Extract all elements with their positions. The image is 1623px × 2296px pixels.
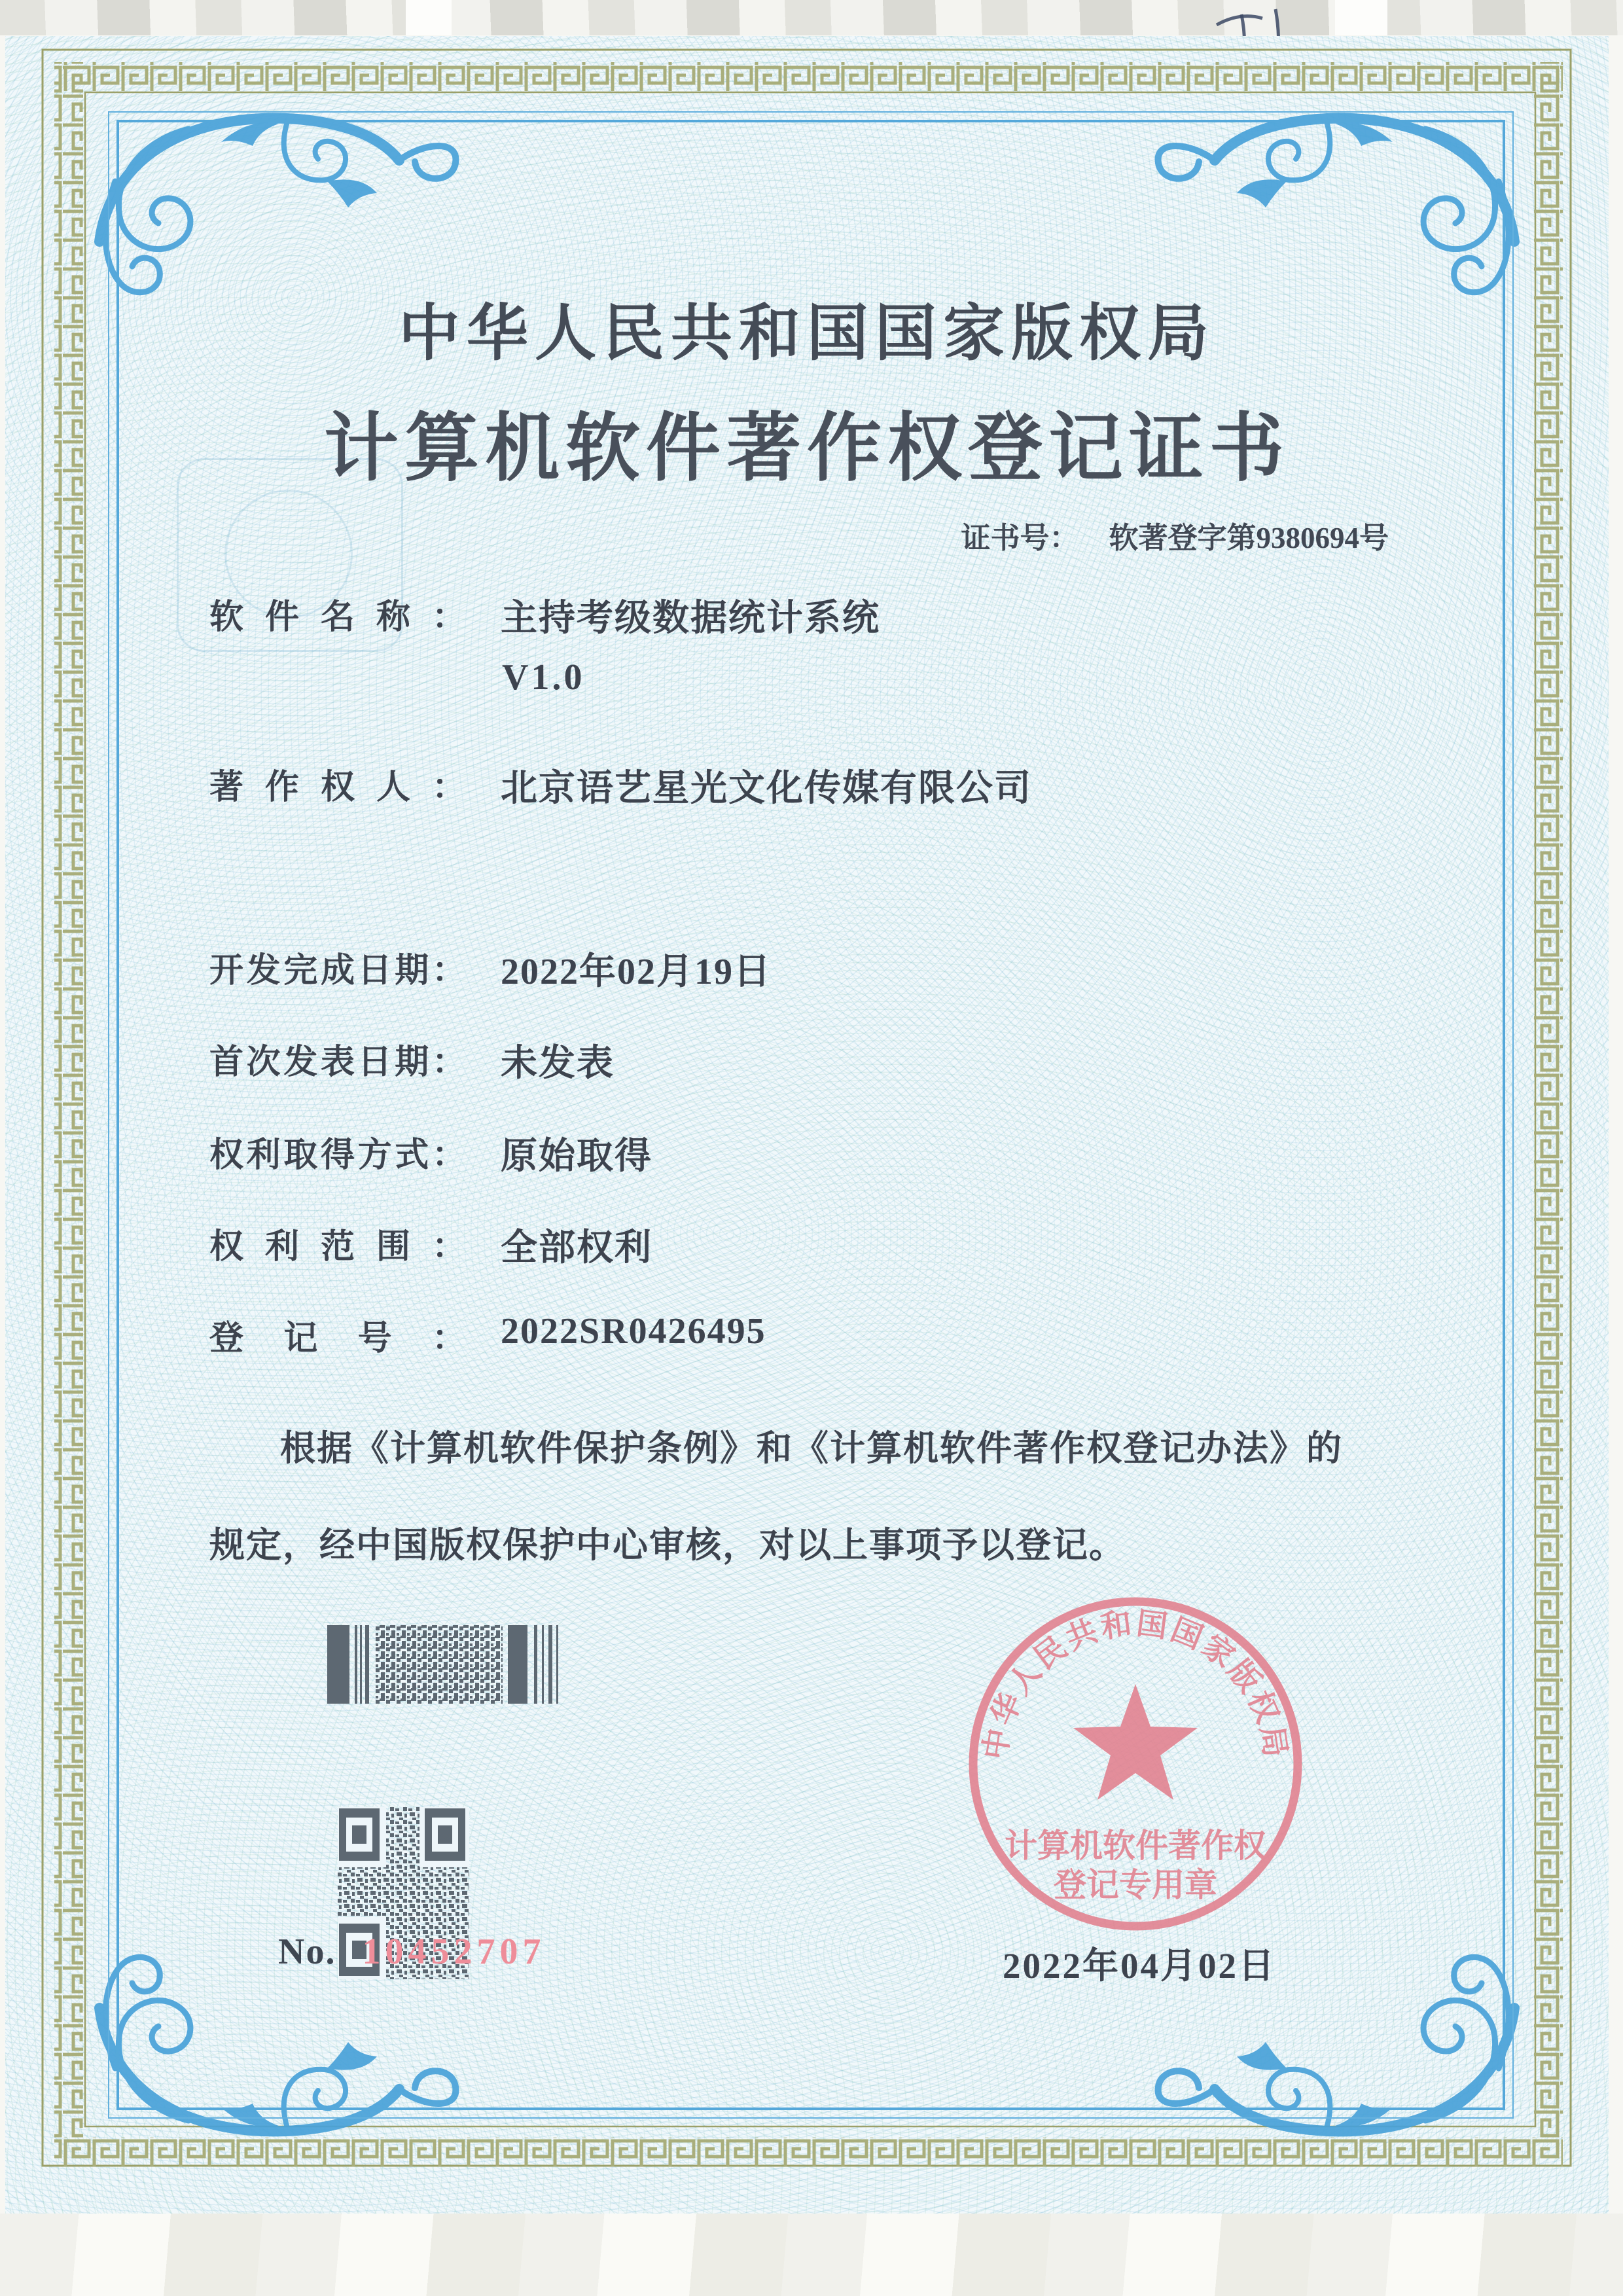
certificate-title: 计算机软件著作权登记证书	[323, 407, 1290, 490]
field-software-name	[209, 589, 880, 641]
field-registration-number	[209, 1310, 766, 1359]
seal-line-2: 登记专用章	[1054, 1867, 1217, 1903]
authority-title: 中华人民共和国国家版权局	[398, 300, 1215, 368]
field-label: 开 发 完 成 日 期 ：	[209, 952, 466, 990]
field-dev-complete-date	[209, 942, 772, 995]
official-seal	[965, 1594, 1308, 1937]
field-label: 权 利 取 得 方 式 ：	[209, 1137, 466, 1174]
qr-finder-top-right	[419, 1807, 469, 1867]
field-value: 2022SR0426495	[501, 1311, 766, 1352]
meander-right	[1534, 62, 1563, 2138]
field-copyright-owner	[209, 759, 1032, 812]
certificate-number-row	[961, 514, 1389, 556]
field-value: 2022年02月19日	[501, 952, 772, 992]
meander-bottom	[54, 2138, 1563, 2166]
seal-line-1: 计算机软件著作权	[1005, 1827, 1266, 1864]
issue-date: 2022年04月02日	[1002, 1946, 1276, 1986]
certificate-number-value: 软著登字第9380694号	[1109, 522, 1389, 554]
certificate-sheet	[5, 36, 1609, 2214]
statement-line-2: 规定，经中国版权保护中心审核，对以上事项予以登记。	[209, 1526, 1126, 1565]
meander-top	[54, 62, 1563, 91]
field-software-version: V1.0	[502, 657, 585, 698]
statement-line-1: 根据《计算机软件保护条例》和《计算机软件著作权登记办法》的	[280, 1429, 1343, 1468]
field-value: 未发表	[501, 1043, 615, 1084]
qr-finder-top-left	[338, 1807, 386, 1867]
meander-left	[54, 62, 83, 2138]
serial-number-row	[278, 1931, 545, 1973]
field-rights-acquisition	[209, 1127, 652, 1179]
barcode	[327, 1625, 560, 1704]
field-value: 全部权利	[501, 1228, 652, 1268]
field-label: 著 作 权 人 ：	[209, 769, 466, 806]
scan-bottom-edge	[0, 2214, 1623, 2296]
field-value: 主持考级数据统计系统	[501, 598, 880, 639]
scan-notch	[406, 0, 452, 35]
field-value: 原始取得	[501, 1136, 652, 1177]
field-label: 权 利 范 围 ：	[209, 1229, 466, 1266]
seal-star	[1073, 1684, 1198, 1800]
field-rights-scope	[209, 1219, 652, 1271]
serial-number-label: No.	[278, 1931, 336, 1972]
scan-notch	[1335, 0, 1387, 35]
seal-ring-text: 中华人民共和国国家版权局	[978, 1606, 1293, 1762]
certificate-number-label: 证书号：	[961, 522, 1079, 554]
field-label: 登 记 号 ：	[209, 1320, 466, 1357]
field-value: 北京语艺星光文化传媒有限公司	[501, 768, 1032, 809]
field-label: 首 次 发 表 日 期 ：	[209, 1044, 466, 1081]
serial-number-value: 10452707	[362, 1931, 546, 1972]
field-label: 软 件 名 称 ：	[209, 599, 466, 636]
field-first-publish-date	[209, 1034, 615, 1086]
